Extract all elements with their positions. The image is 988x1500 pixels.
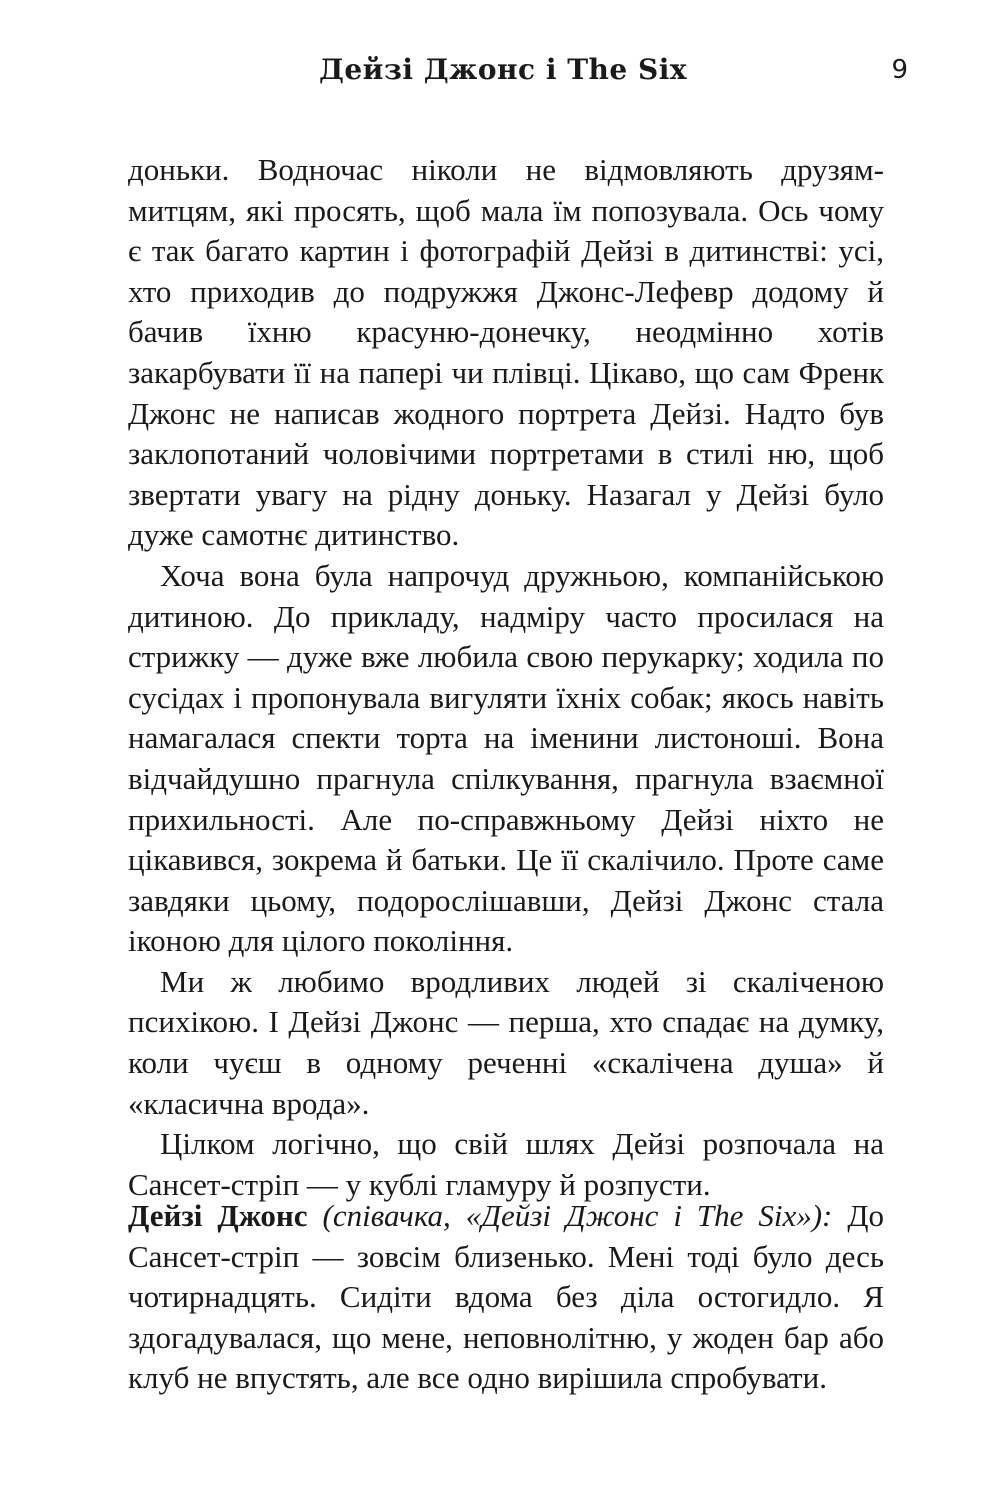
paragraph-3: Ми ж любимо вродливих людей зі скаліченою психікою. І Дейзі Джонс — перша, хто спадає на думку, коли чуєш в одному реченні «скалічена душа» й «класична врода». [128,963,884,1121]
main-text [128,150,884,1205]
interview-block [128,1196,884,1399]
interview-paragraph [128,1196,884,1399]
speaker-name: Дейзі Джонс [128,1198,308,1233]
paragraph-4: Цілком логічно, що свій шлях Дейзі розпочала на Сансет-стріп — у кублі гламуру й розпусти. [128,1126,884,1202]
running-header-title: Дейзі Джонс і The Six [318,53,688,86]
paragraph-2: Хоча вона була напрочуд дружньою, компанійською дитиною. До прикладу, надміру часто просилася на стрижку — дуже вже любила свою перукарку; ходила по сусідах і пропонувала вигуляти їхніх собак; якось навіть намагалася спекти торта на іменини листоноші. Вона відчайдушно прагнула спілкування, прагнула взаємної прихильності. Але по-справжньому Дейзі ніхто не цікавився, зокрема й батьки. Це її скалічило. Проте саме завдяки цьому, подорослішавши, Дейзі Джонс стала іконою для цілого покоління. [128,557,884,959]
paragraph-1: доньки. Водночас ніколи не відмовляють друзям-митцям, які просять, щоб мала їм попозувала. Ось чому є так багато картин і фотографій Дейзі в дитинстві: усі, хто приходив до подружжя Джонс-Лефевр додому й бачив їхню красуню-донечку, неодмінно хотів закарбувати її на папері чи плівці. Цікаво, що сам Френк Джонс не написав жодного портрета Дейзі. Надто був заклопотаний чоловічими портретами в стилі ню, щоб звертати увагу на рідну доньку. Назагал у Дейзі було дуже самотнє дитинство. [128,152,884,553]
speaker-role: (співачка, «Дейзі Джонс і The Six»): [322,1198,833,1233]
interview-text: До Сансет-стріп — зовсім близенько. Мені тоді було десь чотирнадцять. Сидіти вдома без діла остогидло. Я здогадувалася, що мене, неповнолітню, у жоден бар або клуб не впустять, але все одно вирішила спробувати. [128,1198,885,1396]
page-number: 9 [891,55,908,85]
